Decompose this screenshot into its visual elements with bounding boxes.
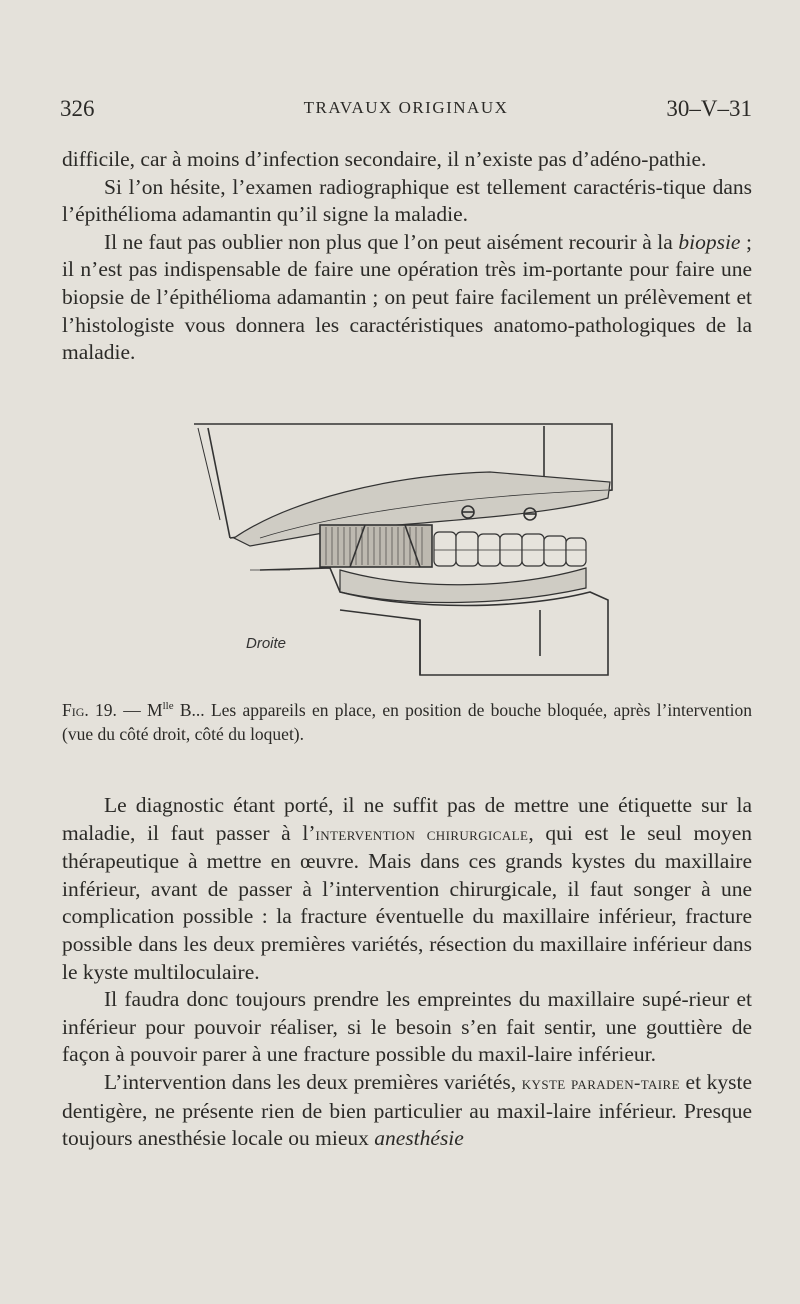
- figure-side-label: Droite: [246, 635, 287, 652]
- paragraph-5: Il faudra donc toujours prendre les empreintes du maxillaire supé-rieur et inférieur pour pouvoir réaliser, si le besoin s’en fait sentir, une gouttière de façon à pouvoir parer à une fracture possible du maxil-laire inférieur.: [62, 987, 752, 1067]
- paragraph-3-emphasis: biopsie: [678, 229, 741, 254]
- paragraph-6-small-caps: kyste paraden-taire: [521, 1072, 680, 1094]
- caption-title-sup: lle: [162, 700, 174, 712]
- jaw-appliance-drawing: [190, 420, 614, 682]
- paragraph-4: [62, 792, 752, 986]
- figure-19: [190, 420, 614, 682]
- paragraph-4-small-caps: intervention chirurgicale: [315, 823, 529, 845]
- paragraph-2: Si l’on hésite, l’examen radiographique est tellement caractéris-tique dans l’épithélioma adamantin qu’il signe la maladie.: [62, 174, 752, 227]
- paragraph-4-text-b: , qui est le seul moyen thérapeutique à mettre en œuvre. Mais dans ces grands kystes du maxillaire inférieur, avant de passer à l’intervention chirurgicale, il faut songer à une complication possible : la fracture éventuelle du maxillaire inférieur, fracture possible dans les deux premières variétés, résection du maxillaire inférieur dans le kyste multiloculaire.: [62, 820, 752, 984]
- caption-title-prefix: M: [147, 699, 163, 720]
- paragraph-6-emphasis: anesthésie: [374, 1126, 464, 1151]
- page-number: 326: [60, 96, 95, 121]
- bottom-text: [62, 792, 752, 1153]
- paragraph-1: difficile, car à moins d’infection secondaire, il n’existe pas d’adéno-pathie.: [62, 147, 707, 171]
- running-title: TRAVAUX ORIGINAUX: [303, 98, 509, 117]
- paragraph-6-text-b: et kyste dentigère, ne présente rien de bien particulier au maxil-laire inférieur. Presque toujours anesthésie locale ou mieux: [62, 1069, 753, 1151]
- paragraph-6-text-a: L’intervention dans les deux premières variétés,: [104, 1069, 522, 1094]
- paragraph-3-text-b: ; il n’est pas indispensable de faire une opération très im-portante pour faire une biopsie de l’épithélioma adamantin ; on peut faire facilement un prélèvement et l’histologiste vous donnera les caractéristiques anatomo-pathologiques de la maladie.: [62, 229, 752, 365]
- header-date: 30–V–31: [666, 96, 752, 121]
- paragraph-6: [62, 1069, 752, 1153]
- top-text: [62, 146, 752, 367]
- caption-figure-label: Fig. 19.: [62, 699, 117, 720]
- paragraph-4-text-a: Le diagnostic étant porté, il ne suffit pas de mettre une étiquette sur la maladie, il faut passer à l’: [62, 793, 752, 845]
- paragraph-3-text-a: Il ne faut pas oublier non plus que l’on peut aisément recourir à la: [104, 229, 679, 254]
- caption-text: B... Les appareils en place, en position de bouche bloquée, après l’intervention (vue du côté droit, côté du loquet).: [62, 699, 752, 744]
- figure-caption: [62, 694, 752, 746]
- caption-dash: —: [116, 699, 148, 720]
- page-header: [60, 96, 752, 128]
- paragraph-3: [62, 229, 752, 367]
